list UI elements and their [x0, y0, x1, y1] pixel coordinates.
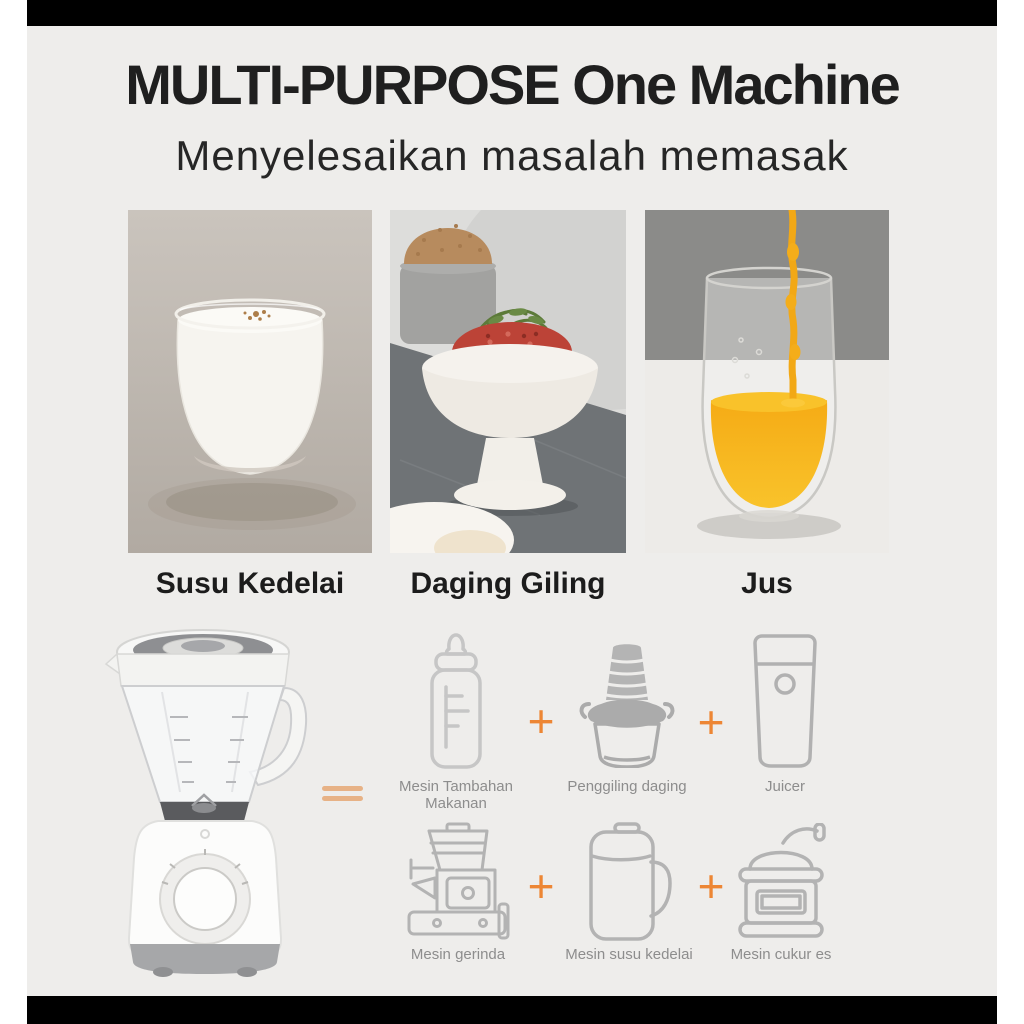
function-cell-baby-food — [386, 628, 526, 828]
orange-juice-photo-art — [645, 210, 889, 553]
photo-soy-milk — [128, 210, 372, 553]
photo-minced-meat — [390, 210, 626, 553]
minced-meat-photo-art — [390, 210, 626, 553]
blender-illustration — [100, 622, 310, 978]
equals-sign — [322, 786, 363, 802]
top-letterbox-bar — [27, 0, 997, 26]
equals-bar-bottom — [322, 796, 363, 801]
function-cell-ice-shaver — [711, 820, 851, 990]
gallery-label-daging-giling: Daging Giling — [410, 567, 606, 600]
subheadline: Menyelesaikan masalah memasak — [175, 132, 849, 179]
plus-sign: + — [527, 695, 555, 747]
function-cell-juicer — [725, 628, 845, 828]
function-caption: Mesin cukur es — [730, 946, 832, 963]
function-caption: Mesin Tambahan Makanan — [399, 778, 513, 812]
function-caption: Mesin susu kedelai — [565, 946, 693, 963]
equals-bar-top — [322, 786, 363, 791]
function-cell-soy-milk-maker — [549, 820, 709, 990]
function-cell-grinder — [383, 820, 533, 990]
soy-milk-photo-art — [128, 210, 372, 553]
gallery-label-jus: Jus — [741, 567, 793, 600]
ice-shaver-icon — [733, 823, 829, 941]
gallery-label-susu-kedelai: Susu Kedelai — [155, 567, 345, 600]
grinding-machine-icon — [399, 822, 517, 942]
baby-bottle-icon — [423, 630, 489, 772]
juicer-icon — [749, 632, 821, 770]
function-cell-meat-chopper — [552, 628, 702, 828]
headline: MULTI-PURPOSE One Machine — [125, 53, 899, 116]
plus-sign: + — [697, 696, 725, 748]
soy-milk-maker-icon — [584, 822, 674, 942]
bottom-letterbox-bar — [27, 996, 997, 1024]
function-caption: Juicer — [764, 778, 805, 795]
function-caption: Penggiling daging — [567, 778, 687, 795]
meat-chopper-icon — [577, 638, 677, 768]
photo-orange-juice — [645, 210, 889, 553]
blender-art — [100, 622, 310, 978]
plus-sign: + — [527, 860, 555, 912]
plus-sign: + — [697, 860, 725, 912]
function-caption: Mesin gerinda — [410, 946, 506, 963]
